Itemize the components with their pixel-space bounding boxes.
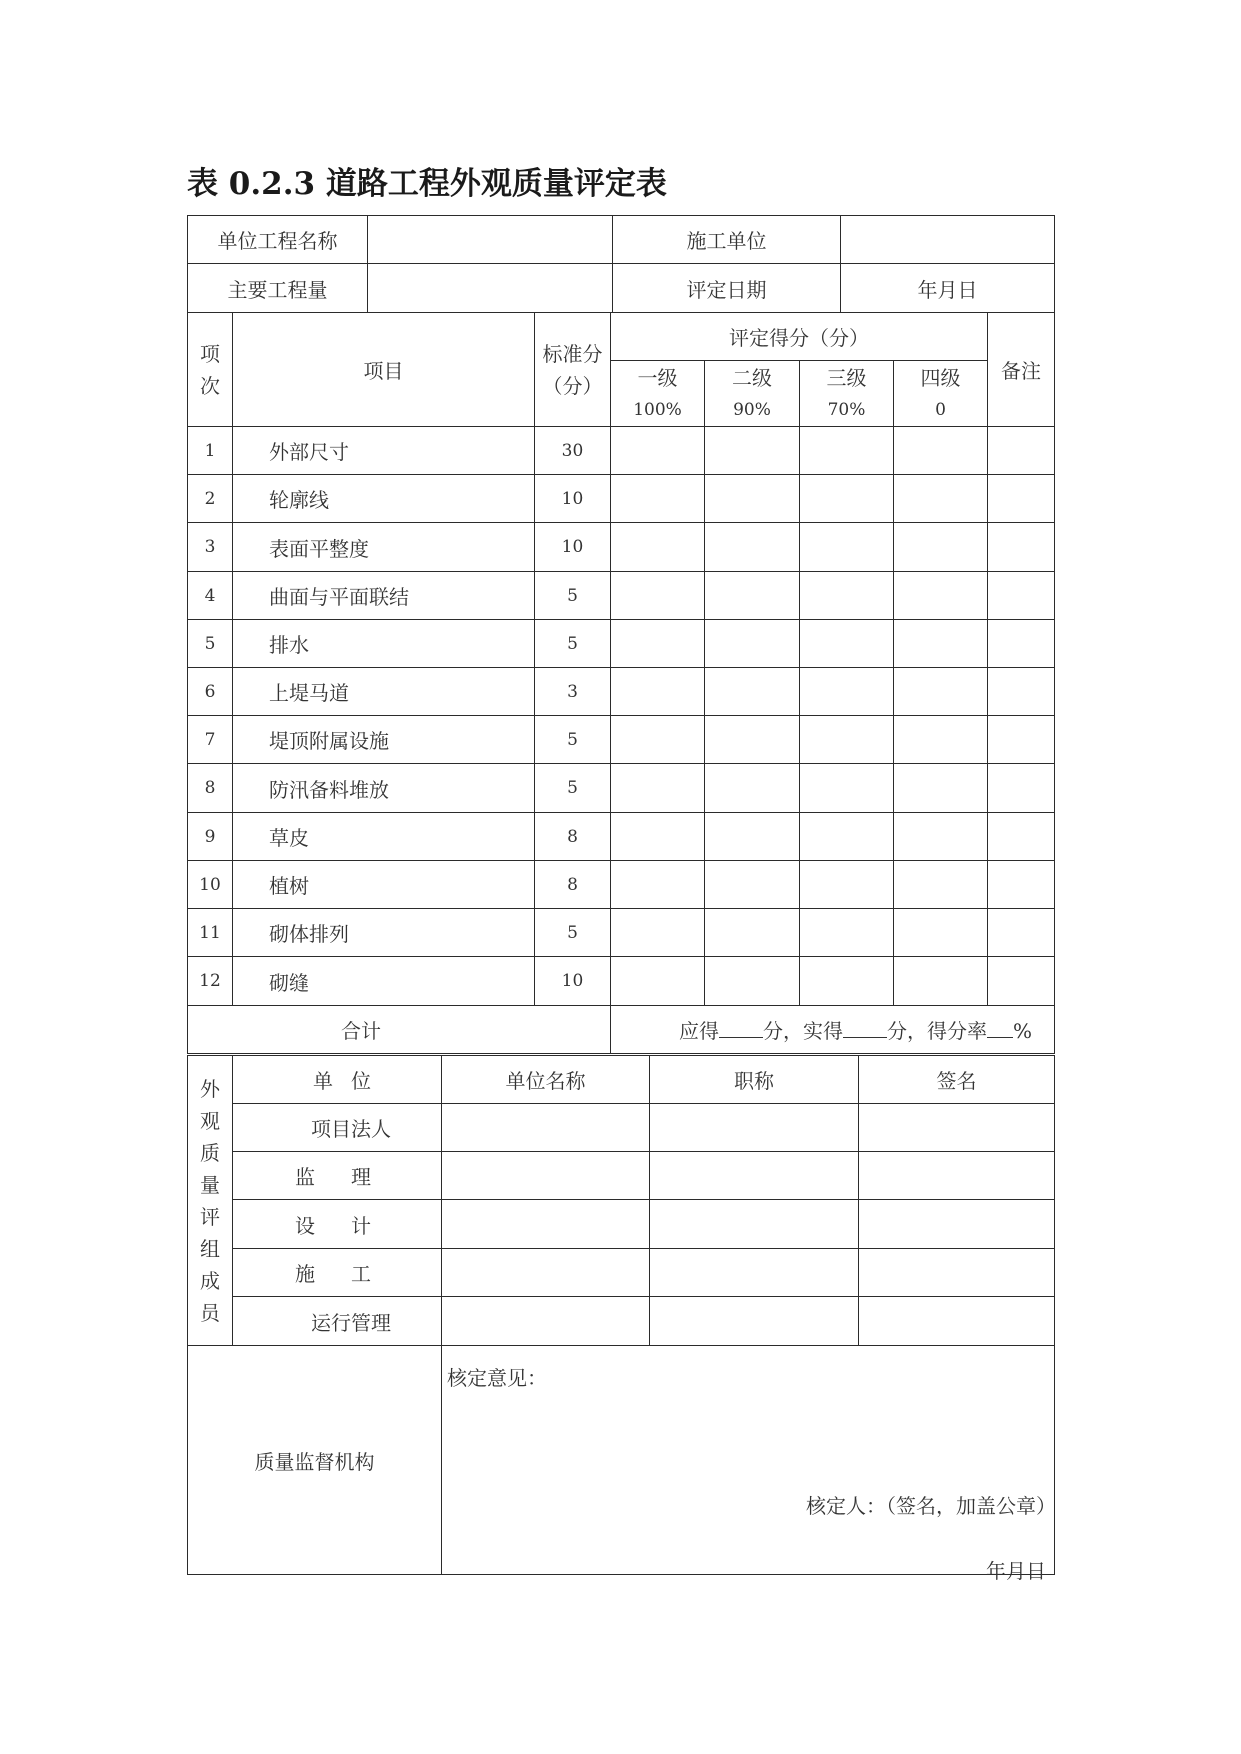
row-item: 防汛备料堆放 xyxy=(233,764,535,813)
row-item: 植树 xyxy=(233,861,535,909)
row-std-score: 10 xyxy=(535,957,611,1006)
eval-date-field[interactable]: 年月日 xyxy=(841,264,1055,313)
score-row xyxy=(188,764,1055,813)
score-row xyxy=(188,668,1055,716)
row-index: 4 xyxy=(188,572,233,620)
grade-2-cell[interactable] xyxy=(705,909,800,957)
grade-1-cell[interactable] xyxy=(611,523,705,572)
grade-4-cell[interactable] xyxy=(894,764,988,813)
supervision-table xyxy=(187,1345,1055,1575)
score-row xyxy=(188,957,1055,1006)
member-signature-cell[interactable] xyxy=(859,1200,1055,1249)
member-supervision: 监理 xyxy=(233,1152,442,1200)
remarks-cell[interactable] xyxy=(988,620,1055,668)
remarks-cell[interactable] xyxy=(988,957,1055,1006)
member-title-cell[interactable] xyxy=(650,1249,859,1297)
member-unit-name-cell[interactable] xyxy=(442,1104,650,1152)
remarks-cell[interactable] xyxy=(988,668,1055,716)
grade-4-cell[interactable] xyxy=(894,523,988,572)
score-row xyxy=(188,861,1055,909)
remarks-cell[interactable] xyxy=(988,764,1055,813)
member-title-cell[interactable] xyxy=(650,1200,859,1249)
grade-1-cell[interactable] xyxy=(611,716,705,764)
grade-4-cell[interactable] xyxy=(894,427,988,475)
grade-2-cell[interactable] xyxy=(705,620,800,668)
main-quantities-label: 主要工程量 xyxy=(188,264,368,313)
row-item: 砌缝 xyxy=(233,957,535,1006)
grade-3-cell[interactable] xyxy=(800,716,894,764)
grade-4-cell[interactable] xyxy=(894,668,988,716)
remarks-cell[interactable] xyxy=(988,716,1055,764)
member-signature-cell[interactable] xyxy=(859,1104,1055,1152)
col-index-header: 项次 xyxy=(188,313,233,427)
row-item: 排水 xyxy=(233,620,535,668)
score-row xyxy=(188,523,1055,572)
row-index: 2 xyxy=(188,475,233,523)
row-index: 5 xyxy=(188,620,233,668)
grade-3-cell[interactable] xyxy=(800,861,894,909)
row-item: 砌体排列 xyxy=(233,909,535,957)
grade-4-cell[interactable] xyxy=(894,716,988,764)
total-summary: 应得 分，实得 分，得分率 % xyxy=(611,1006,1055,1054)
row-item: 草皮 xyxy=(233,813,535,861)
member-design: 设计 xyxy=(233,1200,442,1249)
member-operation-management: 运行管理 xyxy=(233,1297,442,1346)
row-index: 11 xyxy=(188,909,233,957)
row-std-score: 8 xyxy=(535,861,611,909)
col-std-score-header: 标准分 （分） xyxy=(535,313,611,427)
contractor-label: 施工单位 xyxy=(613,216,841,264)
grade-1-cell[interactable] xyxy=(611,427,705,475)
grade-3-cell[interactable] xyxy=(800,620,894,668)
member-signature-cell[interactable] xyxy=(859,1249,1055,1297)
grade-1-cell[interactable] xyxy=(611,620,705,668)
score-row xyxy=(188,427,1055,475)
supervision-label: 质量监督机构 xyxy=(188,1346,442,1575)
grade-2-cell[interactable] xyxy=(705,668,800,716)
grade-3-cell[interactable] xyxy=(800,427,894,475)
member-title-cell[interactable] xyxy=(650,1104,859,1152)
rate-blank[interactable] xyxy=(987,1019,1013,1038)
grade-3-cell[interactable] xyxy=(800,523,894,572)
grade-1-header: 一级 100% xyxy=(611,361,705,427)
remarks-cell[interactable] xyxy=(988,813,1055,861)
signer-label: 核定人：（签名，加盖公章） xyxy=(806,1494,1056,1518)
row-index: 8 xyxy=(188,764,233,813)
row-index: 10 xyxy=(188,861,233,909)
grade-3-cell[interactable] xyxy=(800,813,894,861)
remarks-cell[interactable] xyxy=(988,909,1055,957)
grade-4-cell[interactable] xyxy=(894,620,988,668)
eval-date-label: 评定日期 xyxy=(613,264,841,313)
supervision-date-label: 年月日 xyxy=(986,1559,1046,1583)
row-item: 曲面与平面联结 xyxy=(233,572,535,620)
opinion-label: 核定意见： xyxy=(447,1366,547,1390)
row-item: 表面平整度 xyxy=(233,523,535,572)
due-points-blank[interactable] xyxy=(719,1019,763,1038)
remarks-cell[interactable] xyxy=(988,572,1055,620)
member-unit-name-cell[interactable] xyxy=(442,1200,650,1249)
total-label: 合计 xyxy=(188,1006,611,1054)
remarks-cell[interactable] xyxy=(988,427,1055,475)
committee-table xyxy=(187,1055,1055,1346)
grade-2-cell[interactable] xyxy=(705,427,800,475)
grade-1-cell[interactable] xyxy=(611,861,705,909)
row-std-score: 5 xyxy=(535,909,611,957)
member-project-owner: 项目法人 xyxy=(233,1104,442,1152)
row-item: 堤顶附属设施 xyxy=(233,716,535,764)
grade-1-cell[interactable] xyxy=(611,957,705,1006)
grade-2-cell[interactable] xyxy=(705,764,800,813)
grade-4-cell[interactable] xyxy=(894,475,988,523)
header-info-table xyxy=(187,215,1055,313)
row-index: 3 xyxy=(188,523,233,572)
member-signature-cell[interactable] xyxy=(859,1297,1055,1346)
row-std-score: 8 xyxy=(535,813,611,861)
grade-3-cell[interactable] xyxy=(800,957,894,1006)
member-unit-name-cell[interactable] xyxy=(442,1152,650,1200)
col-score-group-header: 评定得分（分） xyxy=(611,313,988,361)
committee-col-signature: 签名 xyxy=(859,1056,1055,1104)
grade-4-cell[interactable] xyxy=(894,813,988,861)
unit-project-name-field[interactable] xyxy=(368,216,613,264)
unit-project-name-label: 单位工程名称 xyxy=(188,216,368,264)
grade-3-cell[interactable] xyxy=(800,668,894,716)
member-title-cell[interactable] xyxy=(650,1152,859,1200)
row-std-score: 5 xyxy=(535,716,611,764)
row-std-score: 5 xyxy=(535,764,611,813)
grade-3-cell[interactable] xyxy=(800,764,894,813)
row-index: 6 xyxy=(188,668,233,716)
remarks-cell[interactable] xyxy=(988,475,1055,523)
member-unit-name-cell[interactable] xyxy=(442,1249,650,1297)
grade-2-cell[interactable] xyxy=(705,813,800,861)
committee-col-unit-name: 单位名称 xyxy=(442,1056,650,1104)
grade-4-cell[interactable] xyxy=(894,861,988,909)
grade-2-cell[interactable] xyxy=(705,523,800,572)
score-row xyxy=(188,475,1055,523)
grade-1-cell[interactable] xyxy=(611,909,705,957)
document-title: 表 0.2.3 道路工程外观质量评定表 xyxy=(187,166,667,202)
grade-2-cell[interactable] xyxy=(705,572,800,620)
row-item: 轮廓线 xyxy=(233,475,535,523)
row-std-score: 10 xyxy=(535,475,611,523)
row-index: 12 xyxy=(188,957,233,1006)
grade-1-cell[interactable] xyxy=(611,764,705,813)
grade-2-header: 二级 90% xyxy=(705,361,800,427)
grade-4-header: 四级 0 xyxy=(894,361,988,427)
committee-col-unit: 单位 xyxy=(233,1056,442,1104)
actual-points-blank[interactable] xyxy=(843,1019,887,1038)
grade-1-cell[interactable] xyxy=(611,668,705,716)
committee-side-label: 外观质量评组成员 xyxy=(188,1056,233,1346)
row-std-score: 30 xyxy=(535,427,611,475)
remarks-cell[interactable] xyxy=(988,523,1055,572)
grade-1-cell[interactable] xyxy=(611,813,705,861)
score-row xyxy=(188,813,1055,861)
row-std-score: 3 xyxy=(535,668,611,716)
member-title-cell[interactable] xyxy=(650,1297,859,1346)
col-remarks-header: 备注 xyxy=(988,313,1055,427)
grade-1-cell[interactable] xyxy=(611,475,705,523)
score-row xyxy=(188,572,1055,620)
row-std-score: 5 xyxy=(535,620,611,668)
row-item: 上堤马道 xyxy=(233,668,535,716)
member-construction: 施工 xyxy=(233,1249,442,1297)
grade-4-cell[interactable] xyxy=(894,572,988,620)
grade-2-cell[interactable] xyxy=(705,861,800,909)
grade-4-cell[interactable] xyxy=(894,957,988,1006)
grade-2-cell[interactable] xyxy=(705,957,800,1006)
row-index: 1 xyxy=(188,427,233,475)
grade-3-cell[interactable] xyxy=(800,909,894,957)
row-std-score: 10 xyxy=(535,523,611,572)
grade-1-cell[interactable] xyxy=(611,572,705,620)
member-signature-cell[interactable] xyxy=(859,1152,1055,1200)
main-quantities-field[interactable] xyxy=(368,264,613,313)
committee-col-title: 职称 xyxy=(650,1056,859,1104)
row-std-score: 5 xyxy=(535,572,611,620)
score-row xyxy=(188,716,1055,764)
grade-3-header: 三级 70% xyxy=(800,361,894,427)
grade-3-cell[interactable] xyxy=(800,475,894,523)
grade-2-cell[interactable] xyxy=(705,475,800,523)
grade-3-cell[interactable] xyxy=(800,572,894,620)
member-unit-name-cell[interactable] xyxy=(442,1297,650,1346)
grade-2-cell[interactable] xyxy=(705,716,800,764)
contractor-field[interactable] xyxy=(841,216,1055,264)
remarks-cell[interactable] xyxy=(988,861,1055,909)
score-row xyxy=(188,620,1055,668)
grade-4-cell[interactable] xyxy=(894,909,988,957)
row-index: 7 xyxy=(188,716,233,764)
row-item: 外部尺寸 xyxy=(233,427,535,475)
scoring-table xyxy=(187,312,1055,1054)
row-index: 9 xyxy=(188,813,233,861)
score-row xyxy=(188,909,1055,957)
col-item-header: 项目 xyxy=(233,313,535,427)
